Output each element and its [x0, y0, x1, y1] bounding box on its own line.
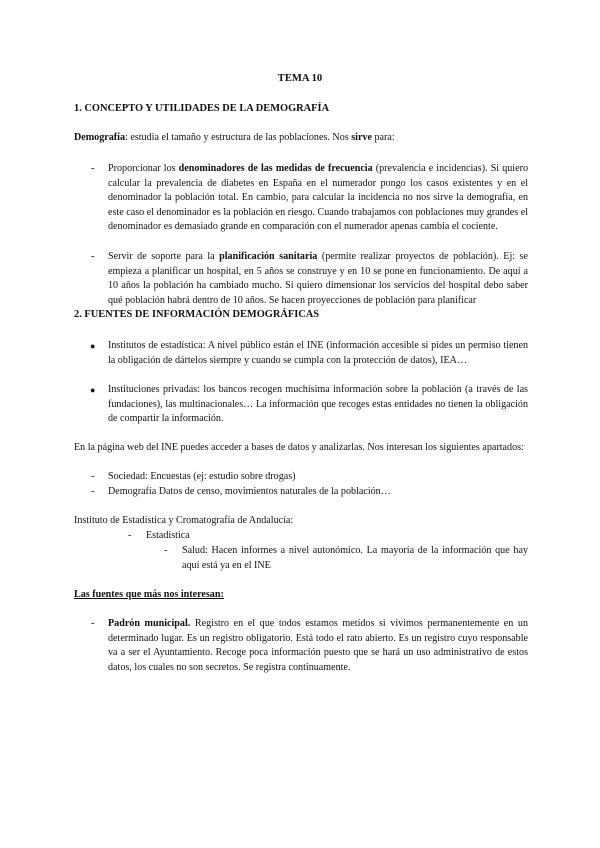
list-item: Sociedad: Encuestas (ej: estudio sobre drogas): [108, 471, 296, 482]
padron-item: [108, 617, 528, 675]
item-text-post: (prevalencia e incidencias). Si quiero calcular la prevalencia de diabetes en España en el numerador pongo los casos existentes y en el denominador la población total. En cambio, para calcular la incidencia no nos sirve la demografía, en este caso el denominador es la población en riesgo. Cuando trabajamos con poblaciones muy grandes el denominador es demasiado grande en comparación con el numerador apenas cambia el cociente.: [108, 163, 528, 233]
section-2-heading: 2. FUENTES DE INFORMACIÓN DEMOGRÁFICAS: [74, 309, 320, 320]
bullet-marker: ●: [90, 341, 96, 351]
item-text-bold: planificación sanitaria: [219, 251, 318, 262]
list-item: Instituciones privadas: los bancos recogen muchísima información sobre la población (a través de las fundaciones), las multinacionales… La información que recoges estas entidades no tienen la obligación de compartir la información.: [108, 384, 528, 425]
intro-text: : estudia el tamaño y estructura de las poblaciones. Nos: [125, 132, 352, 143]
padron-term: Padrón municipal.: [108, 618, 191, 629]
padron-text: Registro en el que todos estamos metidos si vivimos permanentemente en un determinado lugar. Es un registro obligatorio. Está todo el rato abierto. Es un registro cuyo responsable va a ser el Ayuntamiento. Recoge poca información puesto que se hará un uso administrativo de estos datos, los cuales no son secretos. Se registra continuamente.: [108, 618, 528, 673]
intro-term-2: sirve: [351, 132, 372, 143]
bullet-marker: ●: [90, 385, 96, 395]
dash-marker: -: [91, 486, 95, 497]
item-text-pre: Servir de soporte para la: [108, 251, 220, 262]
ieca-level-2: Salud: Hacen informes a nivel autonómico. La mayoría de la información que hay aquí está ya en el INE: [182, 545, 528, 571]
dash-marker: -: [164, 545, 168, 556]
sources-heading: Las fuentes que más nos interesan:: [74, 589, 224, 600]
dash-marker: -: [91, 251, 95, 262]
item-text-pre: Proporcionar los: [108, 163, 179, 174]
list-item: Institutos de estadística: A nivel público están el INE (información accesible si pides un permiso tienen la obligación de dártelos siempre y cuando se cumpla con la protección de datos), IEA…: [108, 340, 528, 366]
intro-term: Demografía: [74, 132, 126, 143]
section-1-heading: 1. CONCEPTO Y UTILIDADES DE LA DEMOGRAFÍA: [74, 103, 330, 114]
ieca-level-1: Estadística: [146, 530, 190, 541]
dash-marker: -: [91, 618, 95, 629]
dash-marker: -: [91, 163, 95, 174]
ieca-title: Instituto de Estadística y Cromatografía de Andalucía:: [74, 515, 294, 526]
dash-marker: -: [91, 471, 95, 482]
demografia-intro: [74, 131, 528, 146]
item-text-post: (permite realizar proyectos de población). Ej: se empieza a planificar un hospital, en 5 años se construye y en 10 se pone en funcionamiento. De aquí a 10 años la población ha cambiado mucho. Si quiero dimensionar los servicios del hospital debo saber qué población habrá dentro de 10 años. Se hacen proyecciones de población para planificar: [108, 251, 528, 306]
list-item: [108, 250, 528, 308]
dash-marker: -: [128, 530, 132, 541]
item-text-bold: denominadores de las medidas de frecuencia: [178, 163, 373, 174]
list-item: Demografía Datos de censo, movimientos naturales de la población…: [108, 486, 391, 497]
page-title: TEMA 10: [277, 73, 323, 84]
list-item: [108, 162, 528, 235]
ine-paragraph: En la página web del INE puedes acceder a bases de datos y analizarlas. Nos interesan los siguientes apartados:: [74, 442, 524, 453]
intro-tail: para:: [371, 132, 395, 143]
